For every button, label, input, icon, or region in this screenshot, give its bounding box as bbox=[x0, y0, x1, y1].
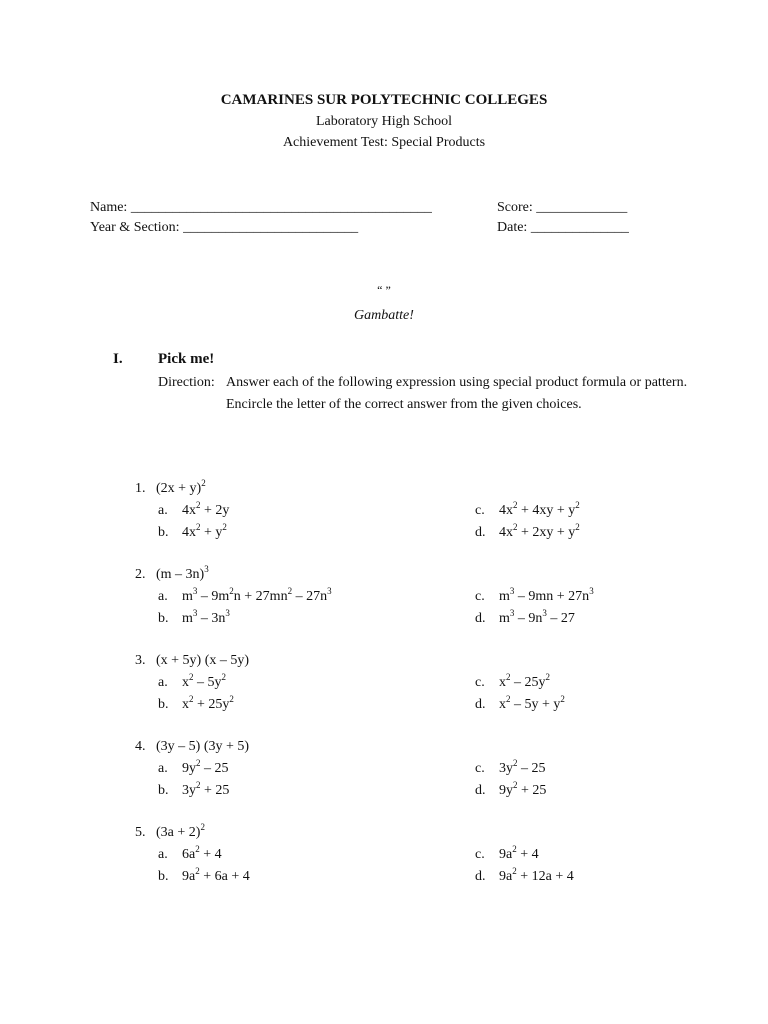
question-text: 3. (x + 5y) (x – 5y) bbox=[135, 653, 250, 668]
choice-letter[interactable]: d. bbox=[475, 611, 486, 626]
choice-text: $3y^2 + 25$ bbox=[182, 780, 230, 798]
motto: Gambatte! bbox=[354, 308, 414, 323]
answer-choice[interactable] bbox=[475, 500, 580, 519]
answer-choice[interactable] bbox=[158, 672, 226, 691]
choice-text: $9a^2 + 4$ bbox=[499, 844, 539, 862]
answer-choice[interactable] bbox=[158, 608, 230, 627]
question-text: 2. (m – 3n)$^3$ bbox=[135, 564, 209, 582]
choice-letter[interactable]: b. bbox=[158, 783, 169, 798]
choice-letter[interactable]: c. bbox=[475, 847, 485, 862]
choice-letter[interactable]: c. bbox=[475, 761, 485, 776]
choice-text: $4x^2 + 2y$ bbox=[182, 500, 230, 518]
answer-choice[interactable] bbox=[158, 844, 222, 863]
choice-text: $3y^2 - 25$ bbox=[499, 758, 546, 776]
choice-text: $4x^2 + y^2$ bbox=[182, 522, 227, 540]
choice-letter[interactable]: a. bbox=[158, 675, 168, 690]
answer-choice[interactable] bbox=[158, 758, 229, 777]
choice-text: $m^3 - 9m^2n + 27mn^2 - 27n^3$ bbox=[182, 586, 332, 604]
choice-letter[interactable]: a. bbox=[158, 503, 168, 518]
direction-label: Direction: bbox=[158, 375, 215, 390]
choice-text: $9a^2 + 12a + 4$ bbox=[499, 866, 574, 884]
question-text: 5. $(3a + 2)^2$ bbox=[135, 822, 205, 840]
answer-choice[interactable] bbox=[158, 500, 230, 519]
choice-text: $9y^2 + 25$ bbox=[499, 780, 547, 798]
answer-choice[interactable] bbox=[475, 780, 547, 799]
choice-letter[interactable]: d. bbox=[475, 783, 486, 798]
answer-choice[interactable] bbox=[475, 844, 539, 863]
choice-letter[interactable]: a. bbox=[158, 589, 168, 604]
choice-letter[interactable]: d. bbox=[475, 525, 486, 540]
direction-block bbox=[158, 372, 698, 415]
question-text: 1. $(2x + y)^2$ bbox=[135, 478, 206, 496]
choice-letter[interactable]: c. bbox=[475, 589, 485, 604]
choice-letter[interactable]: b. bbox=[158, 869, 169, 884]
choice-text: $x^2 + 25y^2$ bbox=[182, 694, 234, 712]
answer-choice[interactable] bbox=[475, 672, 550, 691]
question-text: 4. (3y – 5) (3y + 5) bbox=[135, 739, 250, 754]
section-number: I. bbox=[113, 351, 123, 367]
school-title: CAMARINES SUR POLYTECHNIC COLLEGES bbox=[220, 92, 548, 108]
choice-text: $4x^2 + 4xy + y^2$ bbox=[499, 500, 580, 518]
choice-letter[interactable]: c. bbox=[475, 503, 485, 518]
year-section-field[interactable]: Year & Section: _________________________ bbox=[90, 220, 359, 235]
section-title: Pick me! bbox=[158, 351, 215, 367]
name-field[interactable]: Name: ___________________________________________ bbox=[90, 200, 432, 215]
choice-text: $m^3 - 3n^3$ bbox=[182, 608, 230, 626]
direction-text: Answer each of the following expression using special product formula or pattern. Encircle the letter of the correct answer from the given choices. bbox=[226, 375, 688, 412]
choice-letter[interactable]: d. bbox=[475, 869, 486, 884]
answer-choice[interactable] bbox=[475, 866, 574, 885]
answer-choice[interactable] bbox=[158, 780, 230, 799]
choice-letter[interactable]: b. bbox=[158, 525, 169, 540]
quotation-marks: “ ” bbox=[377, 283, 391, 297]
score-field[interactable]: Score: _____________ bbox=[497, 200, 628, 215]
answer-choice[interactable] bbox=[475, 758, 546, 777]
choice-text: $9y^2 - 25$ bbox=[182, 758, 229, 776]
choice-letter[interactable]: a. bbox=[158, 761, 168, 776]
choice-letter[interactable]: d. bbox=[475, 697, 486, 712]
choice-text: $x^2 - 25y^2$ bbox=[499, 672, 550, 690]
choice-text: $6a^2 + 4$ bbox=[182, 844, 222, 862]
choice-letter[interactable]: a. bbox=[158, 847, 168, 862]
choice-letter[interactable]: b. bbox=[158, 611, 169, 626]
answer-choice[interactable] bbox=[158, 866, 250, 885]
choice-text: $9a^2 + 6a + 4$ bbox=[182, 866, 250, 884]
answer-choice[interactable] bbox=[158, 694, 234, 713]
answer-choice[interactable] bbox=[158, 586, 332, 605]
test-title: Achievement Test: Special Products bbox=[282, 135, 486, 150]
date-field[interactable]: Date: ______________ bbox=[497, 220, 629, 235]
choice-text: $x^2 - 5y + y^2$ bbox=[499, 694, 565, 712]
choice-text: $x^2 - 5y^2$ bbox=[182, 672, 226, 690]
choice-text: $4x^2 + 2xy + y^2$ bbox=[499, 522, 580, 540]
answer-choice[interactable] bbox=[475, 694, 565, 713]
answer-choice[interactable] bbox=[475, 586, 594, 605]
answer-choice[interactable] bbox=[475, 608, 575, 627]
answer-choice[interactable] bbox=[475, 522, 580, 541]
choice-letter[interactable]: b. bbox=[158, 697, 169, 712]
answer-choice[interactable] bbox=[158, 522, 227, 541]
choice-text: $m^3 - 9n^3 - 27$ bbox=[499, 608, 575, 626]
choice-text: $m^3 - 9mn + 27n^3$ bbox=[499, 586, 594, 604]
choice-letter[interactable]: c. bbox=[475, 675, 485, 690]
department-name: Laboratory High School bbox=[315, 114, 453, 129]
